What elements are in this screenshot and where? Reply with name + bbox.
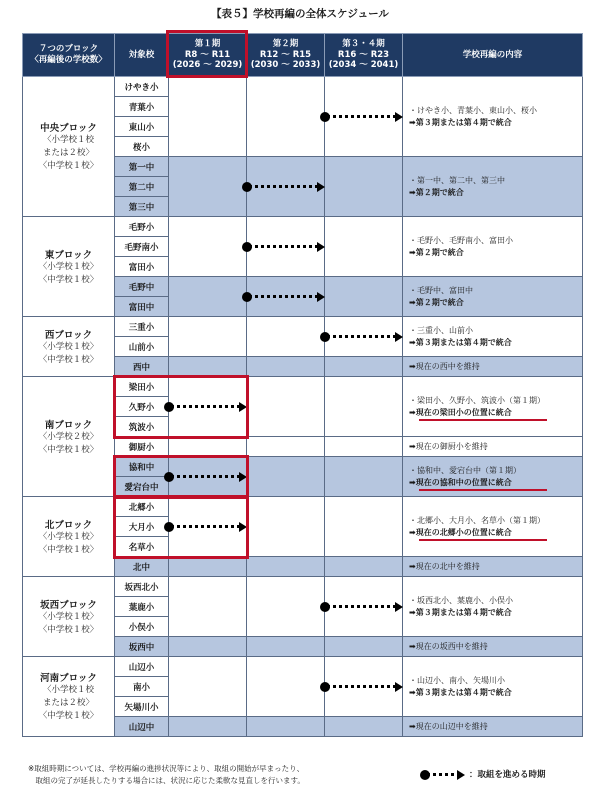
school-cell: 御厨小 [115, 437, 169, 457]
timeline-minami-middle [169, 457, 247, 497]
block-minami: 南ブロック 〈小学校２校〉 〈中学校１校〉 [23, 377, 115, 497]
school-cell: 第二中 [115, 177, 169, 197]
content-kita-middle: ➡現在の北中を維持 [403, 557, 583, 577]
timeline-chuo-middle [247, 157, 325, 217]
school-cell: 第三中 [115, 197, 169, 217]
block-sakanishi: 坂西ブロック 〈小学校１校〉 〈中学校１校〉 [23, 577, 115, 657]
school-cell: 坂西中 [115, 637, 169, 657]
content-minami-elementary: ・梁田小、久野小、筑波小（第１期） ➡現在の梁田小の位置に統合 [403, 377, 583, 437]
timeline-kanan-elementary [325, 657, 403, 717]
content-kanan-elementary: ・山辺小、南小、矢場川小 ➡第３期または第４期で統合 [403, 657, 583, 717]
content-kanan-middle: ➡現在の山辺中を維持 [403, 717, 583, 737]
school-cell: 愛宕台中 [115, 477, 169, 497]
block-kanan: 河南ブロック 〈小学校１校 または２校〉 〈中学校１校〉 [23, 657, 115, 737]
content-nishi-elementary: ・三重小、山前小 ➡第３期または第４期で統合 [403, 317, 583, 357]
school-cell: 北郷小 [115, 497, 169, 517]
school-cell: 毛野南小 [115, 237, 169, 257]
header-block: ７つのブロック 〈再編後の学校数〉 [23, 34, 115, 77]
school-cell: 第一中 [115, 157, 169, 177]
block-higashi: 東ブロック 〈小学校１校〉 〈中学校１校〉 [23, 217, 115, 317]
timeline-higashi-elementary [247, 217, 325, 277]
school-cell: 山辺中 [115, 717, 169, 737]
content-sakanishi-elementary: ・坂西北小、葉鹿小、小俣小 ➡第３期または第４期で統合 [403, 577, 583, 637]
school-cell: 葉鹿小 [115, 597, 169, 617]
content-sakanishi-middle: ➡現在の坂西中を維持 [403, 637, 583, 657]
school-cell: 東山小 [115, 117, 169, 137]
underline-minami-elementary [419, 419, 547, 421]
header-school: 対象校 [115, 34, 169, 77]
block-chuo: 中央ブロック 〈小学校１校 または２校〉 〈中学校１校〉 [23, 77, 115, 217]
legend [420, 768, 545, 780]
school-cell: 大月小 [115, 517, 169, 537]
school-cell: 西中 [115, 357, 169, 377]
table-title: 【表５】学校再編の全体スケジュール [211, 8, 389, 20]
underline-minami-middle [419, 489, 547, 491]
legend-arrow-icon [420, 770, 466, 780]
content-minami-mikuriya: ➡現在の御厨小を維持 [403, 437, 583, 457]
school-cell: 矢場川小 [115, 697, 169, 717]
school-cell: 三重小 [115, 317, 169, 337]
content-chuo-middle: ・第一中、第二中、第三中 ➡第２期で統合 [403, 157, 583, 217]
school-cell: 協和中 [115, 457, 169, 477]
timeline-minami-elementary [169, 377, 247, 437]
school-cell: 筑波小 [115, 417, 169, 437]
underline-kita-elementary [419, 539, 547, 541]
school-cell: 久野小 [115, 397, 169, 417]
school-cell: 富田小 [115, 257, 169, 277]
header-period-3-4: 第３・４期 R16 〜 R23 (2034 〜 2041) [325, 34, 403, 77]
header-content: 学校再編の内容 [403, 34, 583, 77]
timeline-chuo-elementary [325, 77, 403, 157]
school-cell: 名草小 [115, 537, 169, 557]
school-cell: 毛野小 [115, 217, 169, 237]
content-higashi-elementary: ・毛野小、毛野南小、富田小 ➡第２期で統合 [403, 217, 583, 277]
school-cell: 南小 [115, 677, 169, 697]
school-cell: 小俣小 [115, 617, 169, 637]
schedule-table [22, 33, 582, 745]
content-chuo-elementary: ・けやき小、青葉小、東山小、桜小 ➡第３期または第４期で統合 [403, 77, 583, 157]
school-cell: 北中 [115, 557, 169, 577]
school-cell: 桜小 [115, 137, 169, 157]
block-kita: 北ブロック 〈小学校１校〉 〈中学校１校〉 [23, 497, 115, 577]
school-cell: 梁田小 [115, 377, 169, 397]
block-nishi: 西ブロック 〈小学校１校〉 〈中学校１校〉 [23, 317, 115, 377]
content-minami-middle: ・協和中、愛宕台中（第１期） ➡現在の協和中の位置に統合 [403, 457, 583, 497]
school-cell: 山前小 [115, 337, 169, 357]
timeline-sakanishi-elementary [325, 577, 403, 637]
footnote: ※取組時期については、学校再編の進捗状況等により、取組の開始が早まったり、 取組の完了が延長したりする場合には、状況に応じた柔軟な見直しを行います。 [28, 764, 305, 785]
content-kita-elementary: ・北郷小、大月小、名草小（第１期） ➡現在の北郷小の位置に統合 [403, 497, 583, 557]
school-cell: 山辺小 [115, 657, 169, 677]
timeline-kita-elementary [169, 497, 247, 557]
header-period-1: 第１期 R8 〜 R11 (2026 〜 2029) [169, 34, 247, 77]
timeline-higashi-middle [247, 277, 325, 317]
content-higashi-middle: ・毛野中、富田中 ➡第２期で統合 [403, 277, 583, 317]
school-cell: 毛野中 [115, 277, 169, 297]
header-period-2: 第２期 R12 〜 R15 (2030 〜 2033) [247, 34, 325, 77]
content-nishi-middle: ➡現在の西中を維持 [403, 357, 583, 377]
timeline-nishi-elementary [325, 317, 403, 357]
school-cell: けやき小 [115, 77, 169, 97]
school-cell: 青葉小 [115, 97, 169, 117]
school-cell: 富田中 [115, 297, 169, 317]
school-cell: 坂西北小 [115, 577, 169, 597]
legend-text: ：取組を進める時期 [468, 770, 546, 780]
